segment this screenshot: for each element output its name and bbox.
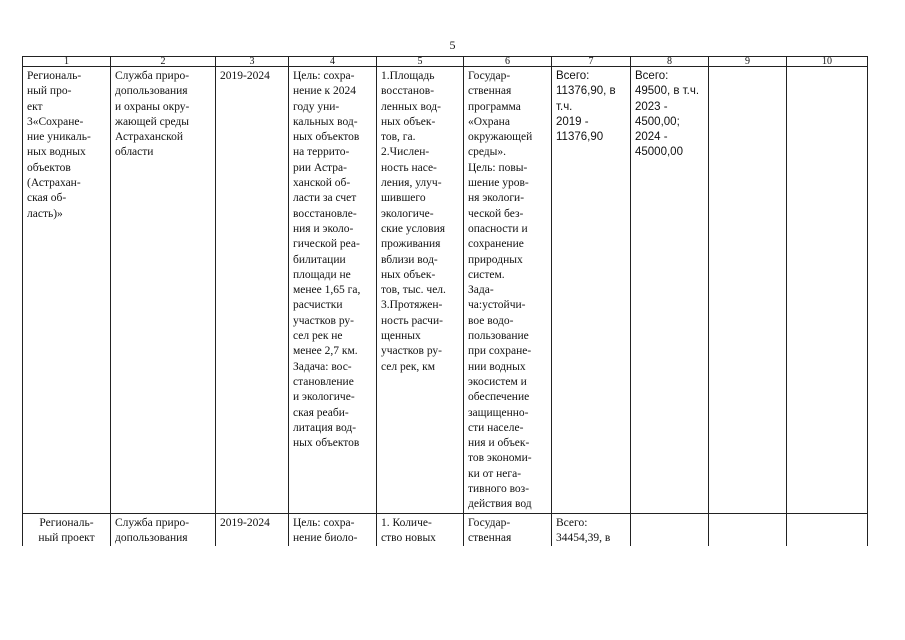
funding-extra-cell: Всего: 49500, в т.ч. 2023 - 4500,00; 2024 - 45000,00 [631,67,709,514]
empty-cell [709,67,787,514]
program-table [22,56,868,546]
column-number: 10 [787,57,868,67]
empty-cell [787,67,868,514]
column-number-row [23,57,868,67]
column-number: 3 [216,57,289,67]
table-row [23,513,868,546]
column-number: 8 [631,57,709,67]
column-number: 1 [23,57,111,67]
project-name-cell: Региональ- ный про- ект 3«Сохране- ние уникаль- ных водных объектов (Астрахан- ская об- ласть)» [23,67,111,514]
column-number: 5 [377,57,464,67]
table-row [23,67,868,514]
goal-cell: Цель: сохра- нение к 2024 году уни- кальных вод- ных объектов на террито- рии Астра- ханской об- ласти за счет восстановле- ния и эколо- гической реа- билитации площади не менее 1,65 га, расчистки участков ру- сел рек не менее 2,7 км. Задача: вос- становление и экологиче- ская реаби- литация вод- ных объектов [289,67,377,514]
indicators-cell: 1.Площадь восстанов- ленных вод- ных объек- тов, га. 2.Числен- ность насе- ления, улуч- шившего экологиче- ские условия проживания вблизи вод- ных объек- тов, тыс. чел. 3.Протяжен- ность расчи- щенных участков ру- сел рек, км [377,67,464,514]
column-number: 7 [552,57,631,67]
state-program-cell: Государ- ственная [464,513,552,546]
goal-cell: Цель: сохра- нение биоло- [289,513,377,546]
responsible-cell: Служба приро- допользования [111,513,216,546]
period-cell: 2019-2024 [216,67,289,514]
period-cell: 2019-2024 [216,513,289,546]
project-name-cell: Региональ- ный проект [23,513,111,546]
column-number: 2 [111,57,216,67]
column-number: 6 [464,57,552,67]
empty-cell [631,513,709,546]
column-number: 9 [709,57,787,67]
empty-cell [709,513,787,546]
funding-cell: Всего: 34454,39, в [552,513,631,546]
column-number: 4 [289,57,377,67]
responsible-cell: Служба приро- допользования и охраны окру- жающей среды Астраханской области [111,67,216,514]
indicators-cell: 1. Количе- ство новых [377,513,464,546]
funding-cell: Всего: 11376,90, в т.ч. 2019 - 11376,90 [552,67,631,514]
empty-cell [787,513,868,546]
page-number: 5 [449,38,456,52]
state-program-cell: Государ- ственная программа «Охрана окружающей среды». Цель: повы- шение уров- ня экологи- ческой без- опасности и сохранение природных систем. Зада- ча:устойчи- вое водо- пользование при сохране- нии водных экосистем и обеспечение защищенно- сти населе- ния и объек- тов экономи- ки от нега- тивного воз- действия вод [464,67,552,514]
